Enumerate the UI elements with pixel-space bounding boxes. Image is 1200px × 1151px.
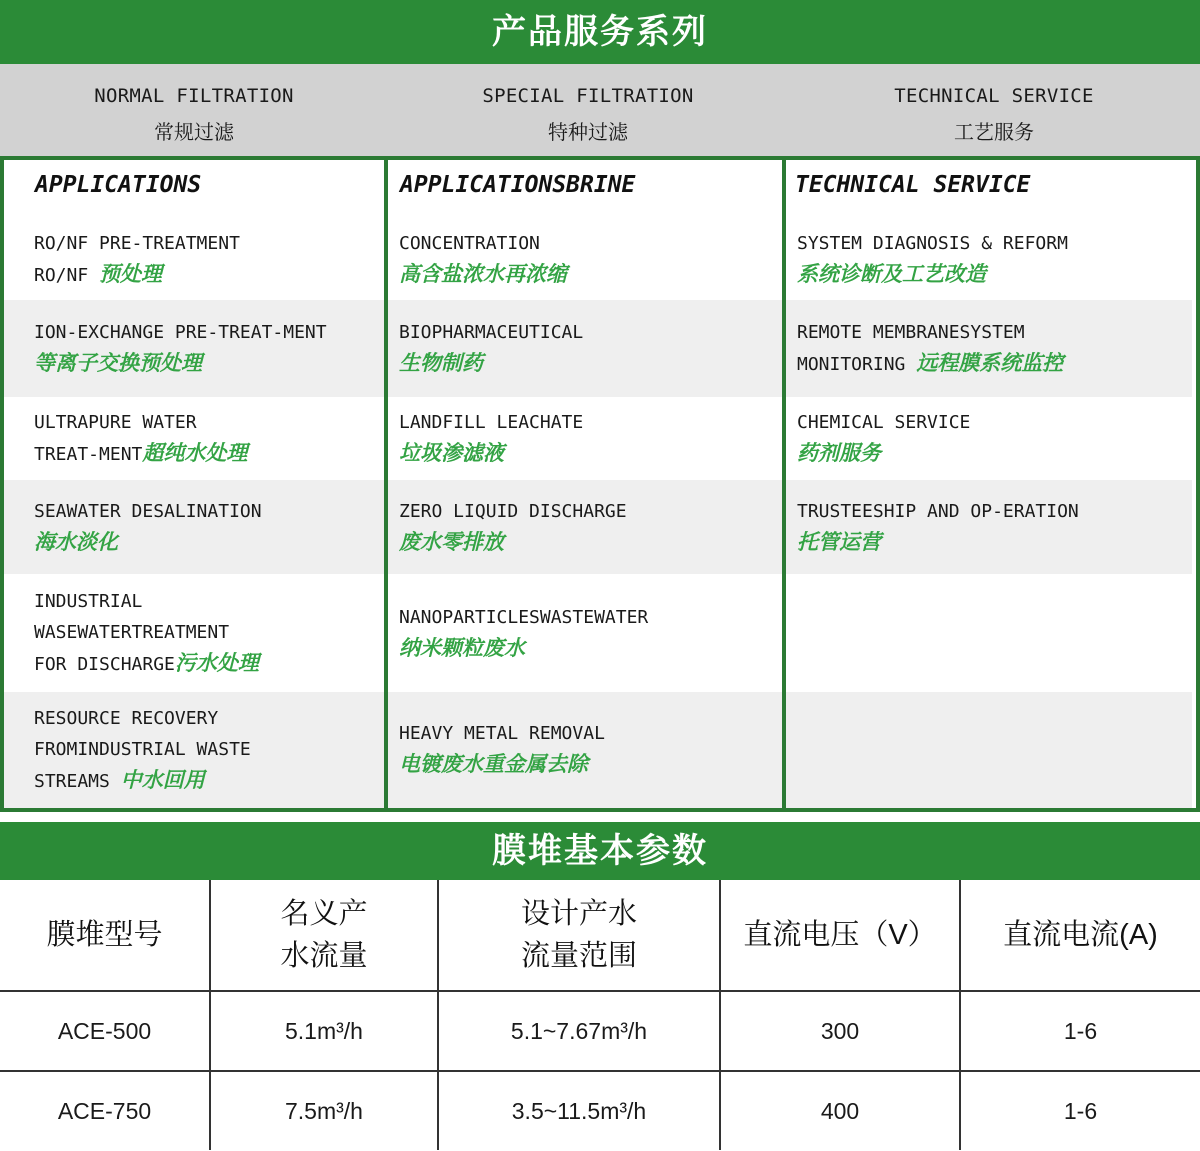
category-zh-label: 特种过滤 [548,120,628,144]
application-line [399,749,782,781]
category-en-label: NORMAL FILTRATION [94,85,294,107]
application-en-text: INDUSTRIAL [34,591,143,613]
application-en-text: CHEMICAL SERVICE [797,411,971,433]
parameters-table [0,880,1200,1150]
column-normal-applications [4,160,388,808]
application-line [797,438,1192,470]
application-line [34,438,384,470]
table-cell: 1-6 [960,991,1200,1071]
application-item [388,692,782,808]
application-line [399,228,782,259]
application-line [399,527,782,559]
table-row [0,991,1200,1071]
application-en-text: NANOPARTICLESWASTEWATER [399,606,649,628]
parameters-header-cell [720,880,960,991]
section-title-parameters: 膜堆基本参数 [0,822,1200,880]
application-item [388,397,782,480]
application-en-text: LANDFILL LEACHATE [399,411,584,433]
application-zh-text: 系统诊断及工艺改造 [797,261,986,286]
application-en-text: FROMINDUSTRIAL WASTE [34,738,251,760]
column-title: APPLICATIONSBRINE [400,172,636,198]
category-zh-label: 常规过滤 [154,120,234,144]
application-item [388,480,782,574]
application-line [399,602,782,633]
table-cell: 400 [720,1071,960,1150]
application-en-text: ZERO LIQUID DISCHARGE [399,500,627,522]
application-line [399,348,782,380]
application-line [34,586,384,617]
application-line [399,718,782,749]
parameters-header-cell [0,880,210,991]
category-normal-filtration [0,64,388,156]
application-line [34,703,384,734]
application-zh-text: 高含盐浓水再浓缩 [399,261,567,286]
application-line [399,438,782,470]
application-line [34,765,384,797]
application-en-text: WASEWATERTREATMENT [34,622,230,644]
application-zh-text: 废水零排放 [399,529,504,554]
application-item [4,300,384,396]
header-text-line: 直流电流(A) [1003,919,1158,951]
application-zh-text: 污水处理 [174,651,259,676]
category-special-filtration [388,64,788,156]
application-line [399,317,782,348]
application-en-text: TRUSTEESHIP AND OP-ERATION [797,500,1079,522]
header-text-line: 水流量 [280,940,368,972]
table-cell: 5.1~7.67m³/h [438,991,720,1071]
header-text-line: 膜堆型号 [46,919,163,951]
application-en-text: RESOURCE RECOVERY [34,707,219,729]
table-cell: 300 [720,991,960,1071]
application-line [399,259,782,291]
application-en-text: CONCENTRATION [399,232,540,254]
category-zh-label: 工艺服务 [954,120,1034,144]
application-line [797,228,1192,259]
column-title: APPLICATIONS [35,172,202,198]
application-zh-text: 超纯水处理 [142,440,248,465]
header-text-line: 直流电压（V） [743,919,937,951]
category-technical-service [788,64,1200,156]
application-zh-text: 海水淡化 [34,529,118,554]
application-item [786,219,1192,300]
application-line [34,407,384,438]
application-line [34,648,384,680]
application-en-text: RO/NF PRE-TREATMENT [34,232,240,254]
application-line [34,496,384,527]
application-zh-text: 纳米颗粒废水 [399,635,525,660]
application-line [34,734,384,765]
applications-grid [0,156,1200,812]
application-zh-text: 生物制药 [399,350,483,375]
application-zh-text: 托管运营 [797,529,881,554]
application-item [4,397,384,480]
application-line [399,407,782,438]
application-zh-text: 垃圾渗滤液 [399,440,504,465]
header-text-line: 名义产 [280,898,368,930]
column-special-applications [388,160,786,808]
application-line [797,496,1192,527]
application-item [786,574,1192,691]
table-cell: ACE-500 [0,991,210,1071]
application-line [34,348,384,380]
application-line [399,496,782,527]
application-en-text: TREAT-MENT [34,443,143,465]
table-cell: 5.1m³/h [210,991,438,1071]
application-item [4,574,384,691]
table-row [0,1071,1200,1150]
application-item [388,300,782,396]
application-item [4,480,384,574]
parameters-header-cell [960,880,1200,991]
application-en-text: HEAVY METAL REMOVAL [399,723,605,745]
application-line [797,259,1192,291]
table-cell: 3.5~11.5m³/h [438,1071,720,1150]
application-en-text: FOR DISCHARGE [34,654,175,676]
application-zh-text: 预处理 [99,261,163,286]
application-item [786,692,1192,808]
application-zh-text: 中水回用 [120,767,205,792]
application-item [786,300,1192,396]
application-item [786,480,1192,574]
application-line [34,259,384,291]
parameters-header-cell [438,880,720,991]
application-line [797,527,1192,559]
application-item [388,574,782,691]
header-text-line: 设计产水 [520,898,637,930]
column-title: TECHNICAL SERVICE [795,172,1031,198]
table-cell: 7.5m³/h [210,1071,438,1150]
application-en-text: SEAWATER DESALINATION [34,500,262,522]
application-line [34,617,384,648]
application-item [4,692,384,808]
parameters-header-row [0,880,1200,991]
application-zh-text: 等离子交换预处理 [34,350,202,375]
application-en-text: REMOTE MEMBRANESYSTEM [797,321,1025,343]
application-en-text: ULTRAPURE WATER [34,411,197,433]
parameters-header-cell [210,880,438,991]
application-zh-text: 远程膜系统监控 [916,350,1064,375]
application-line [797,348,1192,380]
application-en-text: BIOPHARMACEUTICAL [399,321,584,343]
parameters-body [0,991,1200,1150]
application-item [388,219,782,300]
application-line [34,527,384,559]
application-en-text: ION-EXCHANGE PRE-TREAT-MENT [34,321,327,343]
application-en-text: RO/NF [34,264,100,286]
application-line [797,317,1192,348]
application-item [4,219,384,300]
application-zh-text: 药剂服务 [797,440,881,465]
application-line [34,317,384,348]
application-en-text: STREAMS [34,770,121,792]
column-technical-service [786,160,1192,808]
application-zh-text: 电镀废水重金属去除 [399,752,588,777]
category-en-label: SPECIAL FILTRATION [482,85,694,107]
application-en-text: SYSTEM DIAGNOSIS & REFORM [797,232,1068,254]
section-title-products: 产品服务系列 [0,0,1200,64]
category-en-label: TECHNICAL SERVICE [894,85,1094,107]
application-en-text: MONITORING [797,353,917,375]
application-line [34,228,384,259]
table-cell: 1-6 [1063,1097,1098,1124]
table-cell: ACE-750 [0,1071,210,1150]
application-item [786,397,1192,480]
application-line [399,633,782,665]
category-bar [0,64,1200,156]
header-text-line: 流量范围 [520,940,637,972]
application-line [797,407,1192,438]
